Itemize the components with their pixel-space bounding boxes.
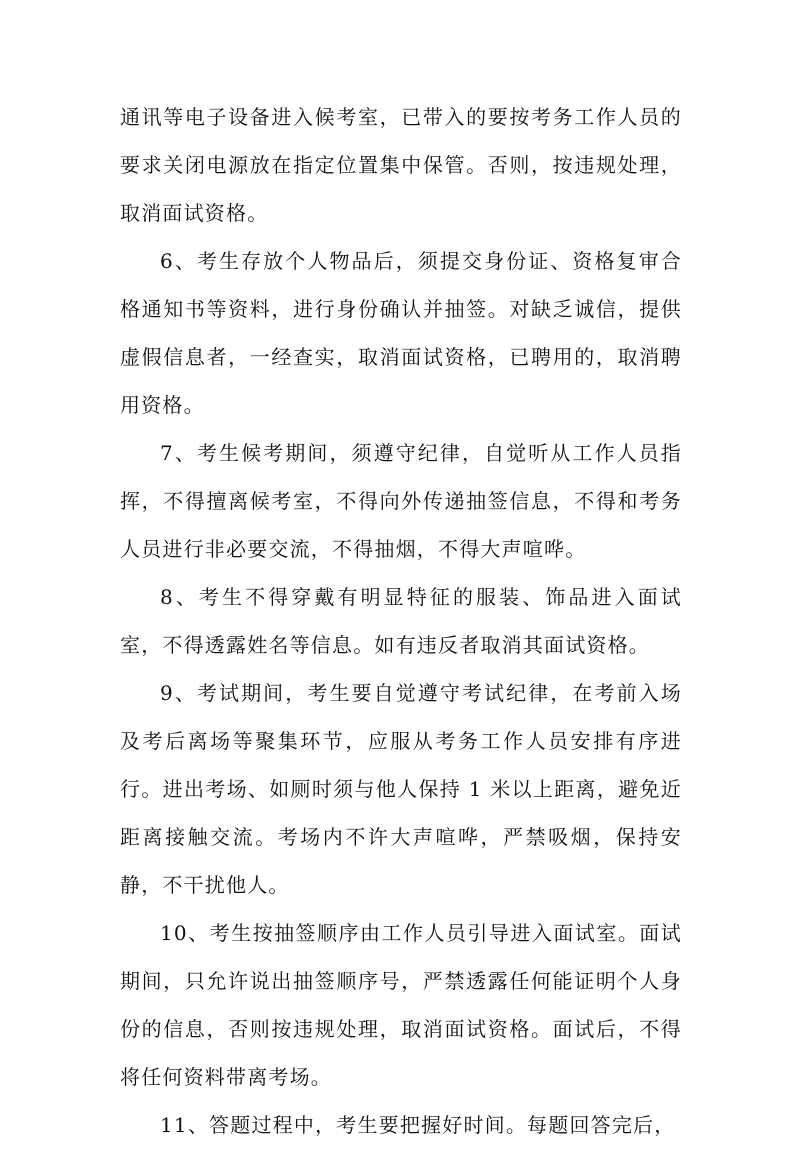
paragraph-item-8: 8、考生不得穿戴有明显特征的服装、饰品进入面试室，不得透露姓名等信息。如有违反者取消其面试资格。 [120,585,682,657]
paragraph-continuation: 通讯等电子设备进入候考室，已带入的要按考务工作人员的要求关闭电源放在指定位置集中保管。否则，按违规处理，取消面试资格。 [120,105,682,225]
document-page [120,93,682,1149]
paragraph-item-7: 7、考生候考期间，须遵守纪律，自觉听从工作人员指挥，不得擅离候考室，不得向外传递抽签信息，不得和考务人员进行非必要交流，不得抽烟，不得大声喧哗。 [120,441,682,561]
paragraph-item-6: 6、考生存放个人物品后，须提交身份证、资格复审合格通知书等资料，进行身份确认并抽签。对缺乏诚信，提供虚假信息者，一经查实，取消面试资格，已聘用的，取消聘用资格。 [120,249,682,417]
paragraph-item-9: 9、考试期间，考生要自觉遵守考试纪律，在考前入场及考后离场等聚集环节，应服从考务工作人员安排有序进行。进出考场、如厕时须与他人保持 1 米以上距离，避免近距离接触交流。考场内不许大声喧哗，严禁吸烟，保持安静，不干扰他人。 [120,681,682,897]
paragraph-item-10: 10、考生按抽签顺序由工作人员引导进入面试室。面试期间，只允许说出抽签顺序号，严禁透露任何能证明个人身份的信息，否则按违规处理，取消面试资格。面试后，不得将任何资料带离考场。 [120,921,682,1089]
paragraph-item-11: 11、答题过程中，考生要把握好时间。每题回答完后， [160,1113,676,1137]
